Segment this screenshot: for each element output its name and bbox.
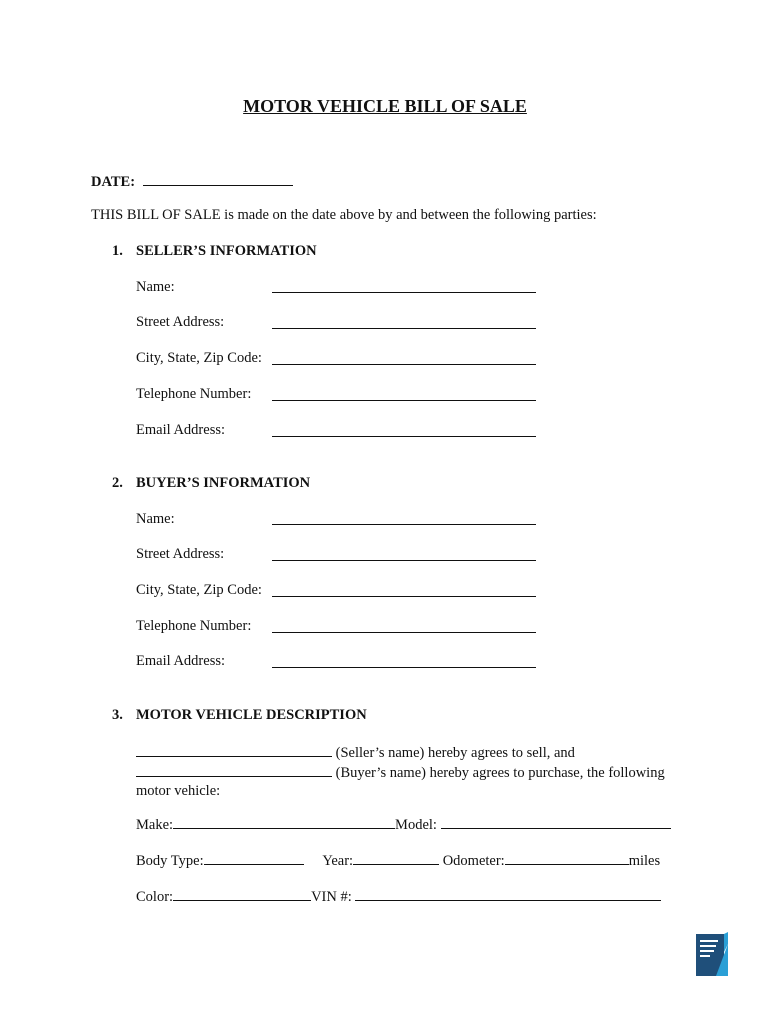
intro-text: THIS BILL OF SALE is made on the date above by and between the following parties: — [91, 207, 597, 223]
color-field[interactable] — [173, 886, 311, 901]
seller-street-label: Street Address: — [136, 314, 225, 330]
seller-name-label: Name: — [136, 279, 175, 295]
buyer-city-field[interactable] — [272, 581, 536, 597]
vehicle-agreement-paragraph — [136, 742, 696, 800]
seller-city-field[interactable] — [272, 349, 536, 365]
color-vin-row — [136, 886, 661, 906]
seller-section-heading: 1. SELLER’S INFORMATION — [112, 243, 317, 259]
buyer-phone-field[interactable] — [272, 617, 536, 633]
odometer-label: Odometer: — [442, 853, 505, 869]
date-label: DATE: — [91, 174, 136, 190]
seller-name-blank[interactable] — [136, 742, 332, 757]
make-field[interactable] — [173, 814, 395, 829]
buyer-section-heading: 2. BUYER’S INFORMATION — [112, 475, 311, 491]
seller-email-field[interactable] — [272, 421, 536, 437]
buyer-city-label: City, State, Zip Code: — [136, 582, 262, 598]
vehicle-section-heading: 3. MOTOR VEHICLE DESCRIPTION — [112, 707, 367, 723]
seller-email-label: Email Address: — [136, 422, 226, 438]
buyer-name-blank[interactable] — [136, 762, 332, 777]
model-label: Model: — [395, 817, 437, 833]
buyer-street-label: Street Address: — [136, 546, 225, 562]
vin-field[interactable] — [355, 886, 661, 901]
miles-label: miles — [628, 853, 661, 869]
color-label: Color: — [136, 889, 174, 905]
seller-city-label: City, State, Zip Code: — [136, 350, 262, 366]
make-model-row — [136, 814, 671, 834]
odometer-field[interactable] — [505, 850, 629, 865]
model-field[interactable] — [441, 814, 671, 829]
buyer-phone-label: Telephone Number: — [136, 618, 252, 634]
date-field[interactable] — [143, 171, 293, 186]
seller-phone-field[interactable] — [272, 385, 536, 401]
buyer-street-field[interactable] — [272, 545, 536, 561]
seller-street-field[interactable] — [272, 313, 536, 329]
document-logo-icon — [694, 930, 730, 980]
year-field[interactable] — [353, 850, 439, 865]
buyer-name-field[interactable] — [272, 509, 536, 525]
buyer-email-label: Email Address: — [136, 653, 226, 669]
body-type-label: Body Type: — [136, 853, 204, 869]
seller-clause-line: (Seller’s name) hereby agrees to sell, and — [136, 742, 696, 762]
buyer-clause-line: (Buyer’s name) hereby agrees to purchase, the following — [136, 762, 696, 782]
tail-line: motor vehicle: — [136, 783, 221, 799]
body-type-field[interactable] — [204, 850, 304, 865]
document-title: MOTOR VEHICLE BILL OF SALE — [243, 96, 527, 116]
body-year-odometer-row — [136, 850, 660, 870]
year-label: Year: — [322, 853, 354, 869]
seller-phone-label: Telephone Number: — [136, 386, 252, 402]
date-row — [91, 171, 293, 191]
buyer-name-label: Name: — [136, 511, 175, 527]
make-label: Make: — [136, 817, 174, 833]
buyer-email-field[interactable] — [272, 652, 536, 668]
vin-label: VIN #: — [311, 889, 352, 905]
seller-name-field[interactable] — [272, 277, 536, 293]
